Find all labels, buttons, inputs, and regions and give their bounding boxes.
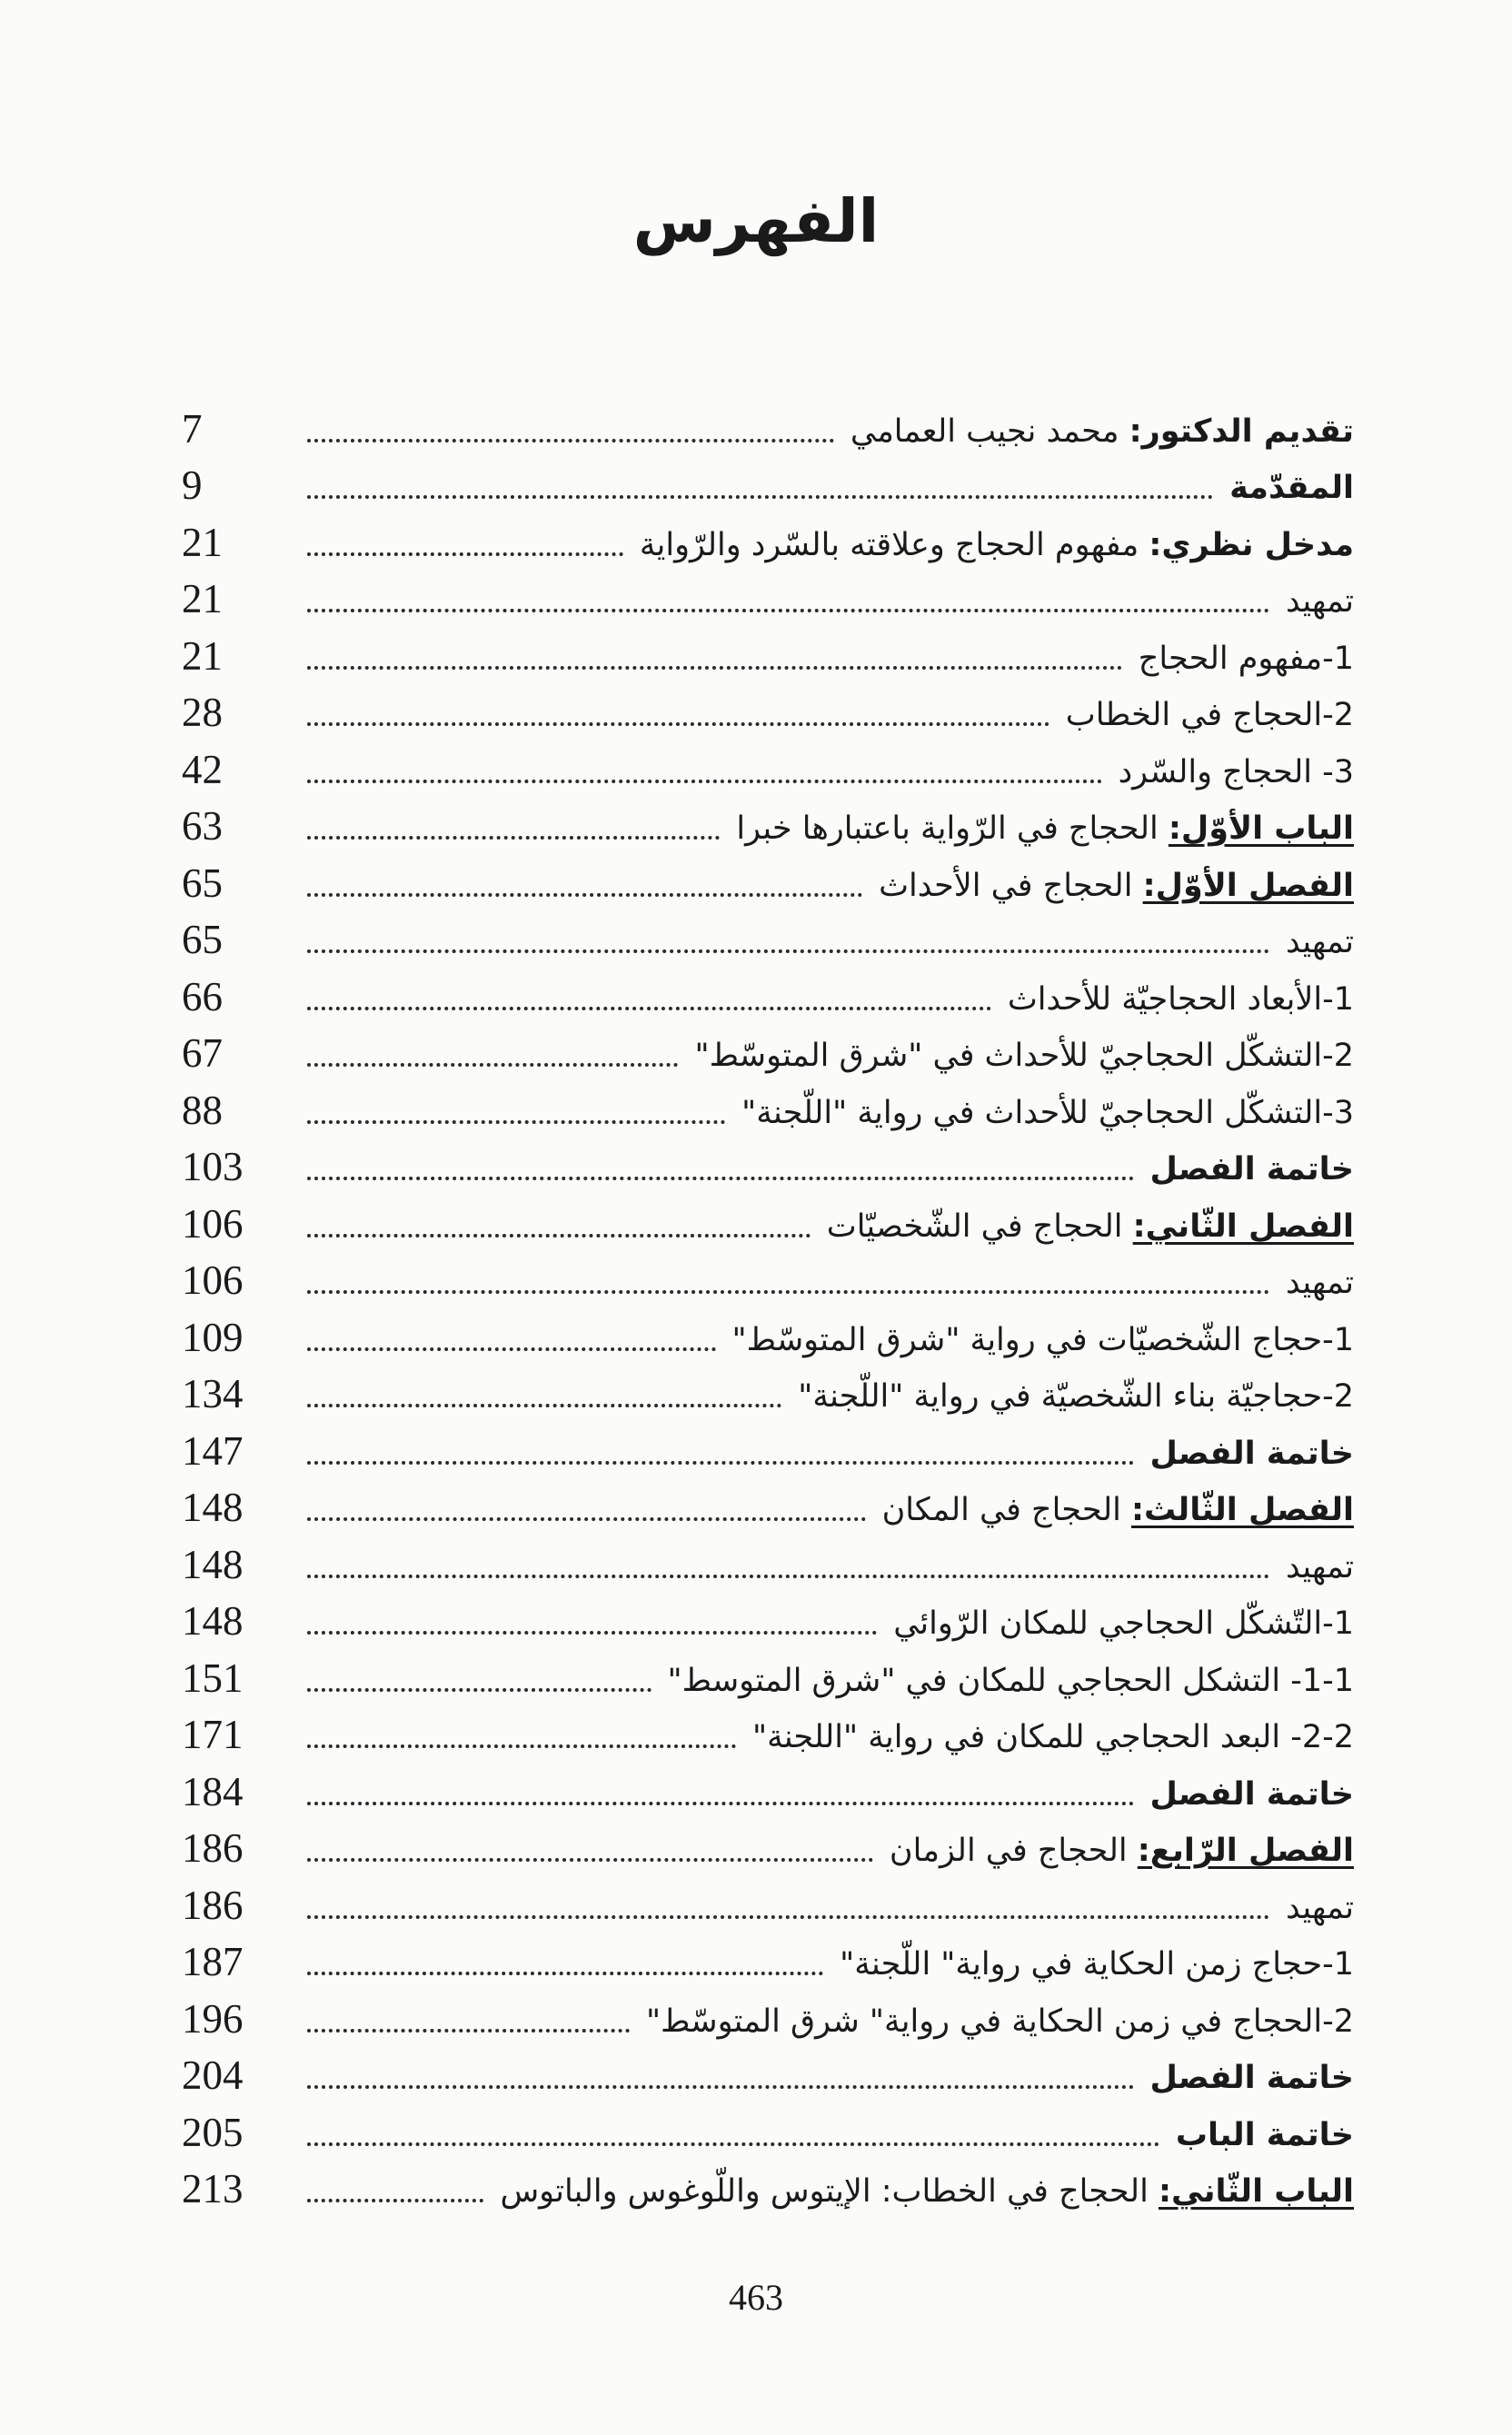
toc-entry [182,453,1354,511]
toc-entry [182,1873,1354,1930]
toc-entry-text: تمهيد [1285,924,1354,960]
toc-entry-heading: الباب الأوّل: [1168,810,1354,847]
toc-entry [182,1816,1354,1873]
toc-entry-heading: الباب الثّاني: [1158,2173,1354,2210]
toc-entry-heading: الفصل الثّاني: [1132,1208,1354,1245]
toc-entry-page: 65 [182,917,223,962]
toc-entry-title [1285,1548,1354,1589]
toc-entry-page: 205 [182,2109,244,2155]
toc-entry-heading: المقدّمة [1229,470,1354,506]
toc-entry-page: 148 [182,1485,244,1530]
toc-entry-text: 2-2- البعد الحجاجي للمكان في رواية "اللجنة" [751,1719,1354,1755]
toc-entry-text: الحجاج في الخطاب: الإيتوس واللّوغوس والباتوس [500,2173,1159,2210]
toc-entry-title [893,1605,1354,1645]
toc-entry-title [1065,697,1354,737]
toc-entry [182,1986,1354,2043]
toc-entry-page: 21 [182,519,223,565]
dot-leader [307,1631,877,1635]
toc-entry-page: 65 [182,860,223,906]
dot-leader [307,2029,630,2032]
toc-entry-text: 1-1- التشكل الحجاجي للمكان في "شرق المتوسط" [667,1662,1354,1699]
toc-entry-page: 148 [182,1598,244,1644]
toc-entry-title [1150,2062,1354,2100]
toc-entry-text: 1-التّشكّل الحجاجي للمكان الرّوائي [893,1605,1354,1642]
toc-entry-text: مفهوم الحجاج وعلاقته بالسّرد والرّواية [639,526,1149,563]
toc-entry [182,1362,1354,1419]
toc-entry-title [736,810,1354,850]
toc-entry [182,1759,1354,1816]
toc-entry [182,681,1354,738]
toc-entry-page: 9 [182,462,203,508]
toc-entry-heading: تقديم الدكتور: [1129,412,1354,450]
toc-entry-title [667,1662,1355,1703]
toc-entry-text: 1-حجاج الشّخصيّات في رواية "شرق المتوسّط" [731,1321,1354,1358]
dot-leader [307,1858,873,1862]
toc-entry [182,850,1354,908]
dot-leader [307,1461,1134,1465]
toc-entry-page: 204 [182,2052,244,2098]
toc-entry-page: 106 [182,1200,244,1247]
toc-entry-title [1285,583,1354,623]
dot-leader [307,1120,725,1124]
toc-entry [182,1930,1354,1987]
toc-entry-title [731,1321,1355,1362]
toc-entry-page: 7 [182,405,203,452]
toc-entry [182,737,1354,794]
dot-leader [307,1234,811,1237]
toc-entry-title [1118,753,1354,794]
dot-leader [307,1575,1269,1578]
toc-entry [182,2157,1354,2214]
toc-entry-heading: خاتمة الفصل [1149,1151,1354,1188]
toc-entry-page: 148 [182,1541,244,1587]
dot-leader [307,836,720,840]
dot-leader [307,552,623,556]
dot-leader [307,1290,1269,1294]
dot-leader [307,1744,736,1748]
toc-entry-text: 1-الأبعاد الحجاجيّة للأحداث [1007,980,1354,1018]
toc-entry [182,1191,1354,1248]
toc-entry-page: 151 [182,1655,244,1701]
toc-entry-heading: الفصل الثّالث: [1131,1492,1354,1528]
toc-entry [182,1532,1354,1589]
toc-entry-title [751,1719,1354,1759]
dot-leader [307,893,862,897]
toc-entry-heading: خاتمة الفصل [1149,1775,1354,1813]
toc-entry-page: 171 [182,1712,244,1757]
page-title: الفهرس [632,186,880,256]
toc-entry-text: 2-حجاجيّة بناء الشّخصيّة في رواية "اللّجنة" [798,1378,1354,1415]
toc-entry-text: 2-الحجاج في زمن الحكاية في رواية" شرق المتوسّط" [645,2003,1354,2040]
toc-entry-title [1007,980,1354,1021]
toc-entry-text: محمد نجيب العمامي [850,412,1129,450]
dot-leader [307,1802,1134,1805]
dot-leader [307,1177,1134,1180]
dot-leader [307,1517,866,1521]
toc-entry-heading: مدخل نظري: [1149,526,1354,563]
toc-entry-heading: خاتمة الفصل [1149,1435,1354,1472]
toc-entry [182,1248,1354,1306]
toc-entry-page: 42 [182,746,223,792]
toc-entry-page: 88 [182,1087,223,1133]
toc-entry-page: 109 [182,1314,244,1360]
dot-leader [307,1404,781,1407]
toc-entry-text: تمهيد [1285,1548,1354,1585]
toc-entry-page: 21 [182,632,223,679]
toc-entry-page: 103 [182,1144,244,1189]
toc-entry-page: 134 [182,1371,244,1416]
toc-entry [182,623,1354,681]
toc-entry-page: 187 [182,1939,244,1984]
toc-entry-title [879,867,1354,908]
toc-entry-text: الحجاج في الشّخصيّات [826,1208,1133,1245]
toc-entry-title [694,1040,1354,1078]
toc-entry [182,2100,1354,2157]
toc-entry [182,396,1354,453]
toc-entry [182,1476,1354,1533]
toc-entry [182,1078,1354,1135]
dot-leader [307,1063,678,1067]
toc-entry-title [1286,1267,1354,1305]
toc-entry-heading: الفصل الأوّل: [1142,867,1354,904]
toc-entry-title [1175,2116,1354,2157]
toc-entry [182,1703,1354,1760]
toc-entry [182,964,1354,1021]
toc-entry-title [741,1094,1354,1135]
toc-entry-page: 21 [182,576,223,621]
toc-entry [182,1645,1354,1703]
toc-entry-title [826,1208,1354,1248]
dot-leader [307,1007,991,1010]
dot-leader [307,2085,1134,2089]
dot-leader [307,1347,716,1351]
toc-entry [182,1135,1354,1192]
dot-leader [307,1915,1269,1919]
toc-entry-text: تمهيد [1285,583,1354,620]
toc-entry-text: الحجاج في الزمان [889,1833,1138,1869]
dot-leader [307,780,1102,783]
toc-entry-page: 186 [182,1882,244,1928]
toc-entry-title [1285,1889,1354,1930]
toc-entry-text: 1-حجاج زمن الحكاية في رواية" اللّجنة" [840,1946,1354,1983]
dot-leader [307,439,834,442]
dot-leader [307,949,1269,953]
toc-entry-text: 2-الحجاج في الخطاب [1065,697,1354,733]
toc-entry-title [890,1835,1354,1873]
toc-entry-page: 28 [182,690,223,735]
toc-entry [182,510,1354,567]
toc-entry-page: 186 [182,1825,244,1871]
toc-entry-title [1285,924,1354,964]
toc-entry-text: تمهيد [1285,1889,1354,1926]
toc-entry-page: 147 [182,1427,244,1474]
dot-leader [307,1972,823,1975]
toc-entry-text: الحجاج في الرّواية باعتبارها خبرا [736,810,1169,847]
dot-leader [307,1688,652,1692]
toc-entry [182,1589,1354,1646]
toc-entry [182,1418,1354,1476]
toc-entry-title [798,1378,1354,1418]
toc-entry [182,1305,1354,1362]
dot-leader [307,609,1269,612]
toc-entry-title [1229,472,1354,510]
toc-entry-title [850,412,1354,453]
toc-entry [182,567,1354,624]
toc-entry-title [1149,1151,1354,1191]
toc-entry-title [881,1492,1354,1532]
toc-entry-page: 66 [182,973,223,1019]
toc-entry-title [639,526,1354,567]
toc-entry [182,794,1354,851]
toc-entry-title [1138,640,1354,681]
dot-leader [307,722,1049,726]
toc-entry-title [645,2003,1354,2043]
dot-leader [307,666,1122,670]
toc-entry-text: 3- الحجاج والسّرد [1118,753,1354,790]
toc-entry [182,1021,1354,1078]
toc-entry-page: 106 [182,1257,244,1303]
toc-entry-text: الحجاج في الأحداث [879,867,1143,904]
toc-entry-text: 2-التشكّل الحجاجيّ للأحداث في "شرق المتوسّط" [694,1038,1354,1074]
toc-entry-page: 67 [182,1030,223,1076]
toc-entry-text: 1-مفهوم الحجاج [1138,640,1354,677]
toc-entry-page: 213 [182,2166,244,2211]
toc-entry-heading: خاتمة الباب [1175,2116,1354,2153]
table-of-contents [182,396,1354,2213]
toc-entry-title [1149,1775,1354,1816]
toc-entry-text: الحجاج في المكان [881,1492,1131,1528]
toc-entry-title [500,2173,1354,2213]
toc-entry-heading: الفصل الرّابع: [1137,1833,1354,1869]
toc-entry-title [840,1946,1354,1986]
toc-entry [182,2043,1354,2101]
toc-entry [182,908,1354,965]
toc-entry-page: 63 [182,803,223,849]
toc-entry-page: 184 [182,1768,244,1814]
toc-entry-text: 3-التشكّل الحجاجيّ للأحداث في رواية "اللّجنة" [741,1094,1354,1131]
dot-leader [307,2142,1159,2146]
dot-leader [307,495,1213,499]
toc-entry-text: تمهيد [1285,1265,1354,1301]
page-number: 463 [729,2277,783,2318]
toc-entry-heading: خاتمة الفصل [1149,2060,1354,2096]
toc-entry-page: 196 [182,1995,244,2042]
toc-entry-title [1149,1435,1354,1476]
dot-leader [307,2199,483,2202]
